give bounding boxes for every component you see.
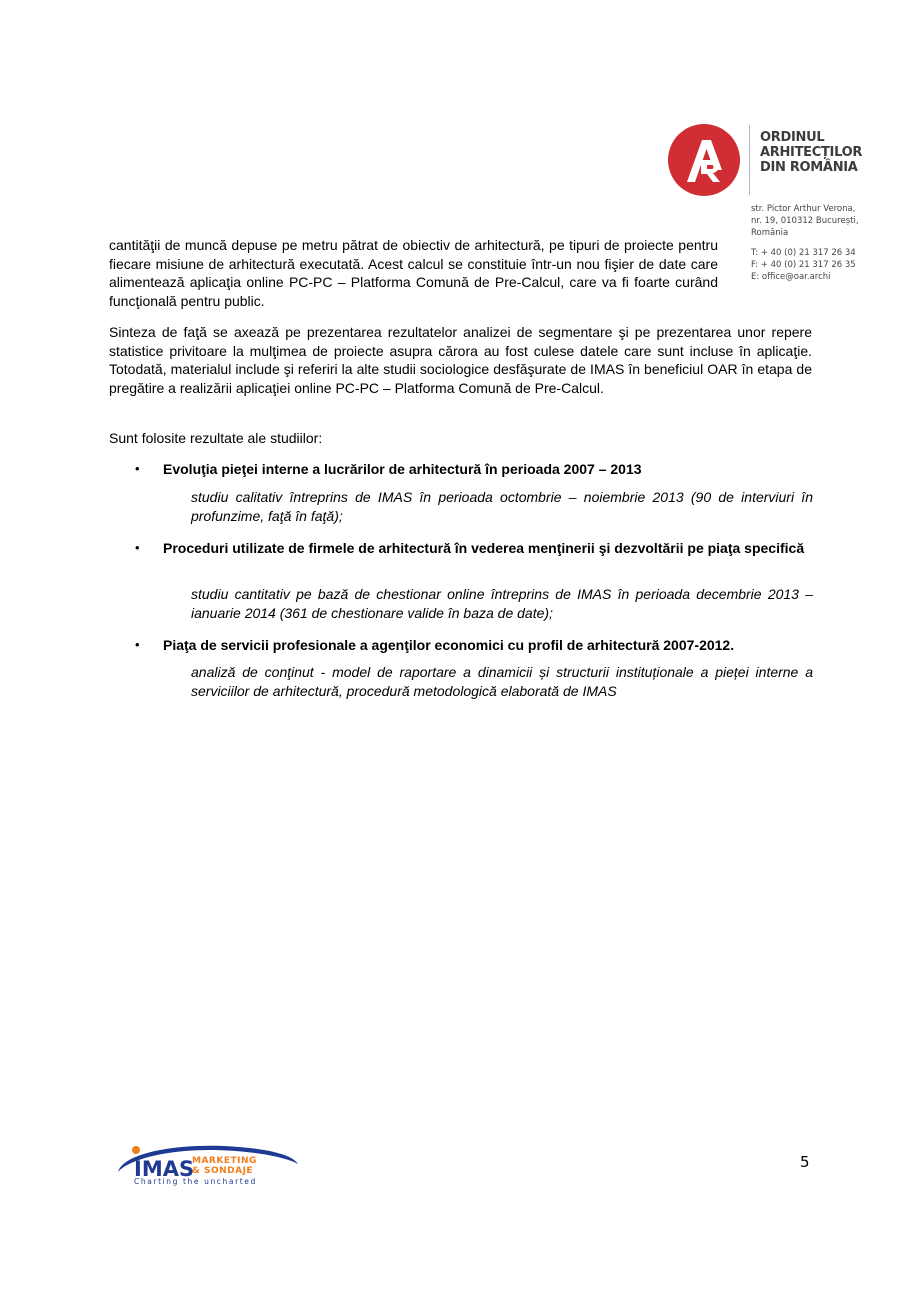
paragraph-studies-intro: Sunt folosite rezultate ale studiilor: [109,430,323,446]
address-line: România [751,228,789,238]
paragraph-intro: cantităţii de muncă depuse pe metru pătrat de obiectiv de arhitectură, pe tipuri de proiecte pentru fiecare misiune de arhitectură executată. Acest calcul se constituie într-un nou fişier de date care alimentează aplicaţia online PC-PC – Platforma Comună de Pre-Calcul, care va fi foarte curând funcţională pentru public. [109,237,718,309]
study-description: studiu calitativ întreprins de IMAS în perioada octombrie – noiembrie 2013 (90 de interviuri în profunzime, faţă în faţă); [191,489,813,524]
imas-wordmark: IMAS [134,1157,195,1181]
oar-logo-icon [668,124,740,196]
study-description: analiză de conţinut - model de raportare a dinamicii și structurii instituționale a pieței interne a serviciilor de arhitectură, procedură metodologică elaborată de IMAS [191,664,813,699]
bullet-icon: • [135,637,140,652]
study-title: Proceduri utilizate de firmele de arhitectură în vederea menţinerii şi dezvoltării pe piaţa specifică [163,540,805,556]
imas-marketing: MARKETING [192,1156,257,1166]
org-name [760,130,890,175]
org-name-line: ORDINUL [760,130,825,145]
imas-logo-icon [114,1142,300,1188]
study-description: studiu cantitativ pe bază de chestionar online întreprins de IMAS în perioada decembrie 2013 – ianuarie 2014 (361 de chestionare valide în baza de date); [191,586,813,621]
imas-tagline: Charting the uncharted [134,1177,257,1186]
fax-number: F: + 40 (0) 21 317 26 35 [751,260,856,270]
org-name-line: DIN ROMÂNIA [760,160,858,175]
address-line: nr. 19, 010312 București, [751,216,859,226]
paragraph-synthesis: Sinteza de faţă se axează pe prezentarea rezultatelor analizei de segmentare şi pe prezentarea unor repere statistice privitoare la mulţimea de proiecte asupra cărora au fost culese datele care sunt incluse în aplicaţie. Totodată, materialul include şi referiri la alte studii sociologice desfăşurate de IMAS în beneficiul OAR în etapa de pregătire a realizării aplicaţiei online PC-PC – Platforma Comună de Pre-Calcul. [109,324,812,396]
phone-number: T: + 40 (0) 21 317 26 34 [751,248,856,258]
bullet-icon: • [135,540,140,555]
page-number: 5 [800,1153,810,1171]
bullet-icon: • [135,461,140,476]
org-contact [751,203,891,283]
header-divider [749,125,750,195]
email-address[interactable]: E: office@oar.archi [751,272,831,282]
org-name-line: ARHITECȚILOR [760,145,863,160]
study-title: Evoluţia pieţei interne a lucrărilor de arhitectură în perioada 2007 – 2013 [163,461,642,477]
address-line: str. Pictor Arthur Verona, [751,204,856,214]
study-title: Piaţa de servicii profesionale a agenţilor economici cu profil de arhitectură 2007-2012. [163,637,735,653]
imas-sondaje: & SONDAJE [192,1166,254,1176]
